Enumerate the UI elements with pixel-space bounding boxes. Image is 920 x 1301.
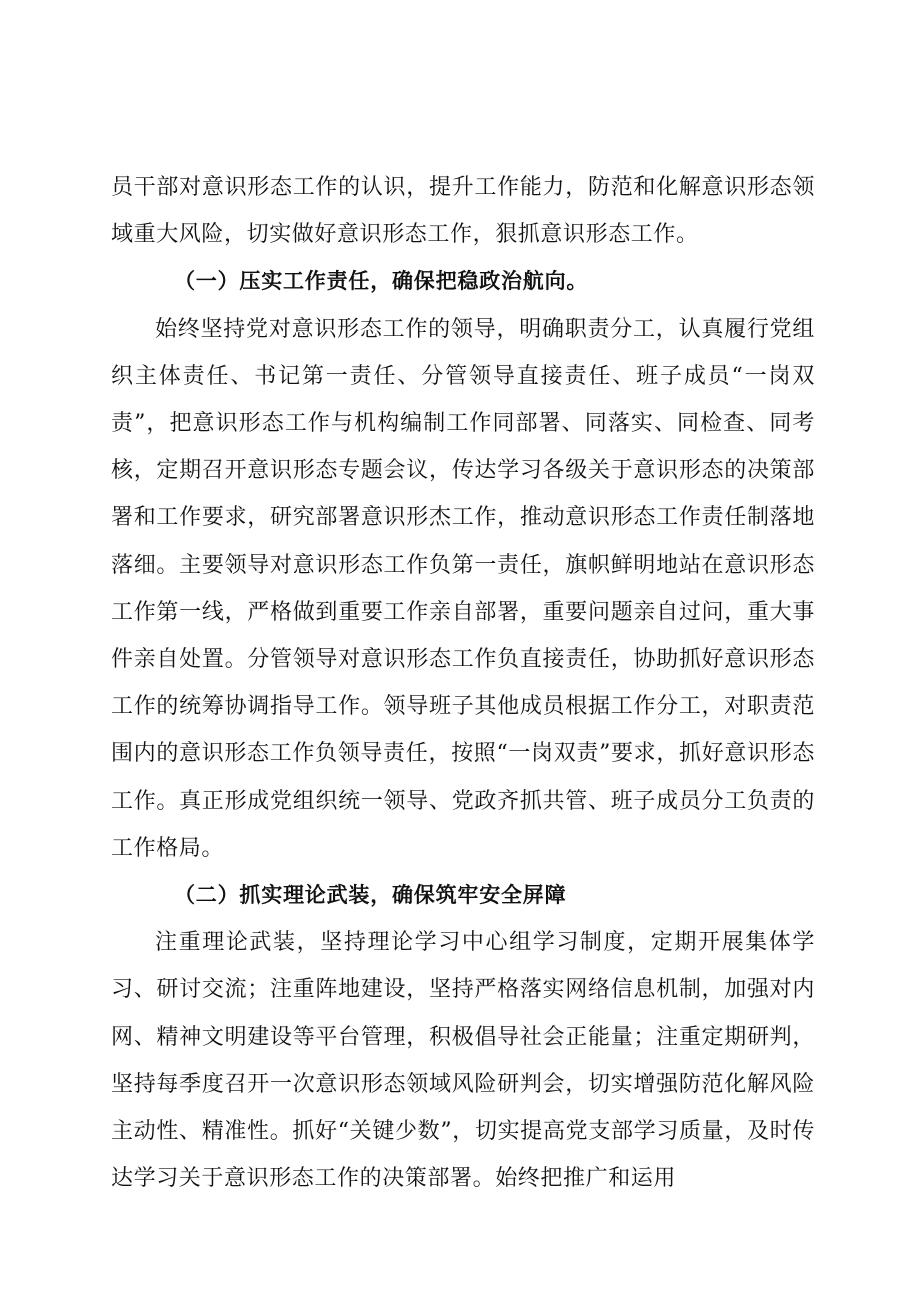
section-body-1: 始终坚持党对意识形态工作的领导，明确职责分工，认真履行党组织主体责任、书记第一责任、分管领导直接责任、班子成员“一岗双责”，把意识形态工作与机构编制工作同部署、同落实、同检查、同考核，定期召开意识形态专题会议，传达学习各级关于意识形态的决策部署和工作要求，研究部署意识形杰工作，推动意识形态工作责任制落地落细。主要领导对意识形态工作负第一责任，旗帜鲜明地站在意识形态工作第一线，严格做到重要工作亲自部署，重要问题亲自过问，重大事件亲自处置。分管领导对意识形态工作负直接责任，协助抓好意识形态工作的统筹协调指导工作。领导班子其他成员根据工作分工，对职责范围内的意识形态工作负领导责任，按照“一岗双责”要求，抓好意识形态工作。真正形成党组织统一领导、党政齐抓共管、班子成员分工负责的工作格局。: [111, 316, 815, 861]
section-heading-1: （一）压实工作责任，确保把稳政治航向。: [174, 269, 589, 294]
continuation-paragraph: 员干部对意识形态工作的认识，提升工作能力，防范和化解意识形态领域重大风险，切实做好意识形态工作，狠抓意识形态工作。: [111, 175, 815, 248]
section-body-2: 注重理论武装，坚持理论学习中心组学习制度，定期开展集体学习、研讨交流；注重阵地建设，坚持严格落实网络信息机制，加强对内网、精神文明建设等平台管理，积极倡导社会正能量；注重定期研判，坚持每季度召开一次意识形态领域风险研判会，切实增强防范化解风险主动性、精准性。抓好“关键少数”，切实提高党支部学习质量，及时传达学习关于意识形态工作的决策部署。始终把推广和运用: [111, 930, 815, 1192]
section-heading-2: （二）抓实理论武装，确保筑牢安全屏障: [174, 883, 567, 908]
document-body: [111, 164, 815, 1202]
